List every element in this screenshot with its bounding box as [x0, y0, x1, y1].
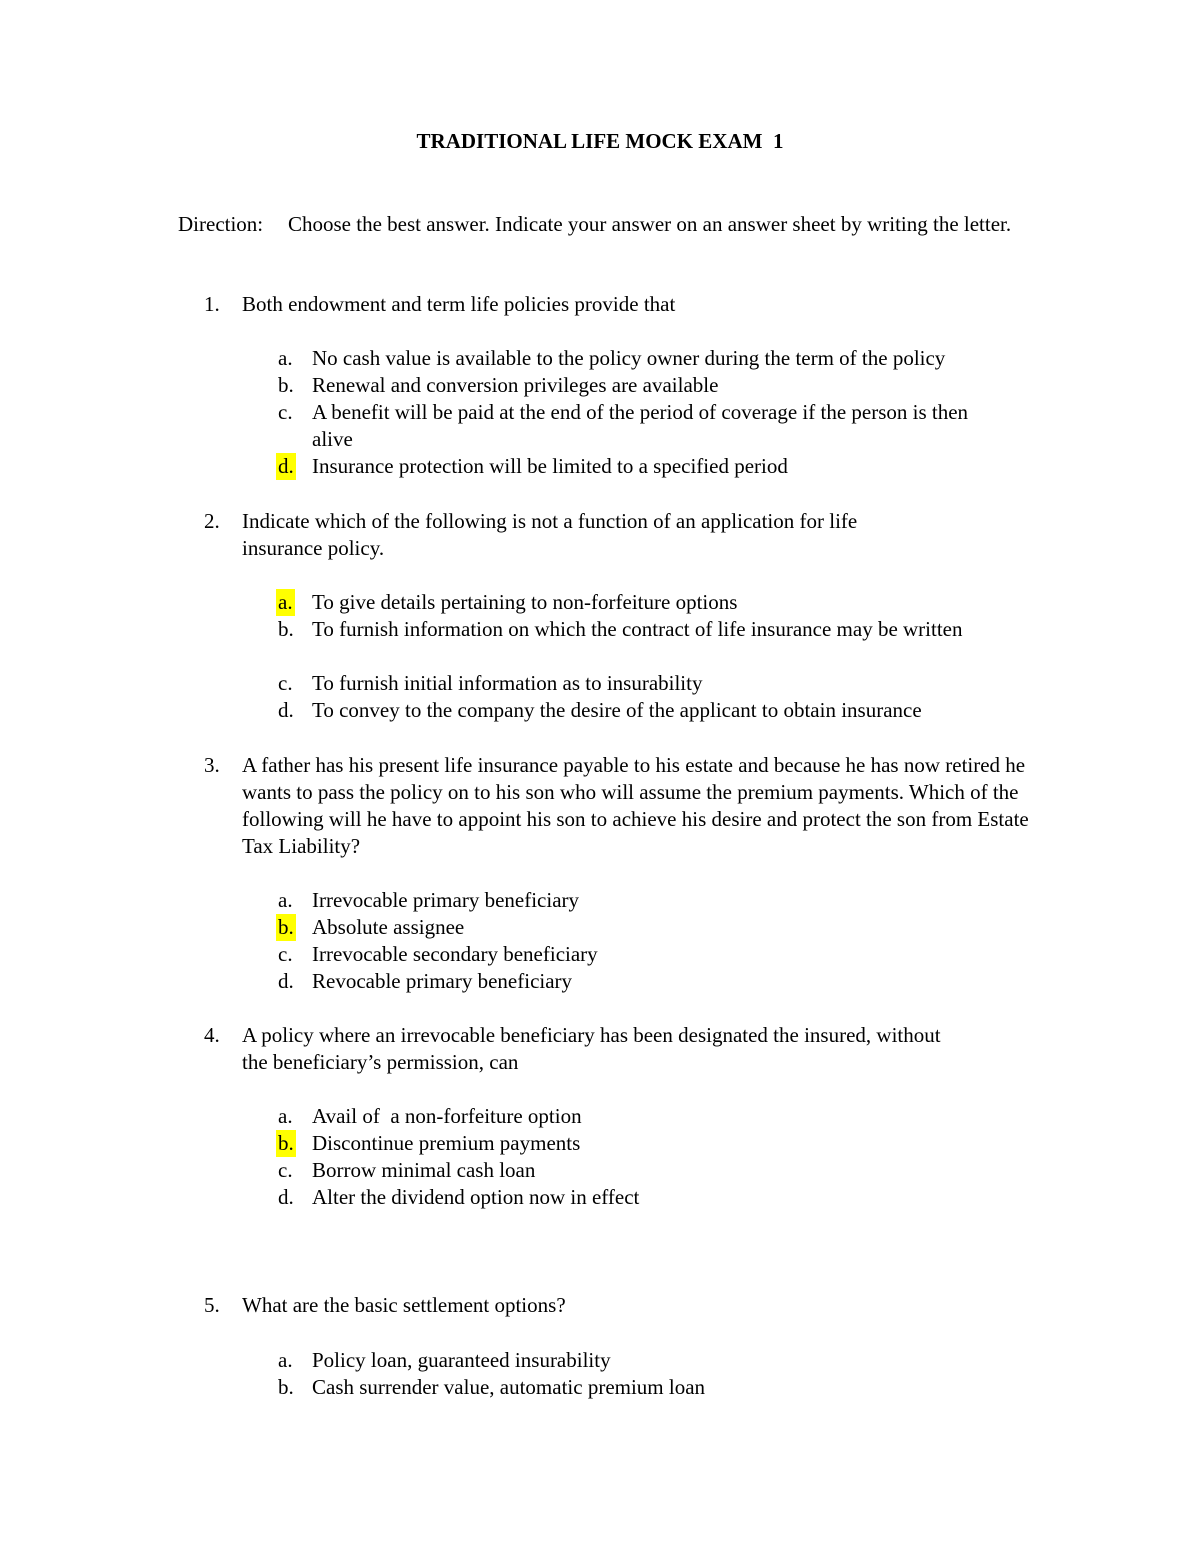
option-letter: d. [278, 969, 294, 993]
option-text: Irrevocable primary beneficiary [312, 888, 580, 912]
question-number: 1. [204, 292, 220, 316]
question-text: A father has his present life insurance payable to his estate and because he has now retired he wants to pass the policy on to his son who will assume the premium payments. Which of the following will he have to appoint his son to achieve his desire and protect the son from Estate Tax Liability? [242, 753, 1029, 858]
question-number: 4. [204, 1023, 220, 1047]
answer-highlight: a. [278, 590, 293, 614]
answer-highlight: b. [278, 1131, 294, 1155]
option-text: To give details pertaining to non-forfeiture options [312, 590, 738, 614]
direction-label: Direction: [178, 212, 264, 236]
option-letter: b. [278, 373, 294, 397]
question-number: 2. [204, 509, 220, 533]
option-text: To furnish information on which the contract of life insurance may be written [312, 617, 963, 641]
direction-text: Choose the best answer. Indicate your answer on an answer sheet by writing the letter. [288, 212, 1012, 236]
option-letter: b. [278, 617, 294, 641]
page-title: TRADITIONAL LIFE MOCK EXAM 1 [416, 129, 784, 153]
option-text: Policy loan, guaranteed insurability [312, 1348, 611, 1372]
option-letter: a. [278, 888, 293, 912]
option-text: Avail of a non-forfeiture option [312, 1104, 582, 1128]
question-text: Indicate which of the following is not a function of an application for life insurance policy. [242, 509, 858, 560]
option-letter: d. [278, 698, 294, 722]
option-text: Insurance protection will be limited to a specified period [312, 454, 788, 478]
option-letter: c. [278, 671, 293, 695]
option-text: A benefit will be paid at the end of the period of coverage if the person is then alive [312, 400, 969, 451]
option-text: Alter the dividend option now in effect [312, 1185, 640, 1209]
option-text: Irrevocable secondary beneficiary [312, 942, 598, 966]
option-text: To furnish initial information as to insurability [312, 671, 703, 695]
question-text: What are the basic settlement options? [242, 1293, 566, 1317]
option-letter: a. [278, 1348, 293, 1372]
answer-highlight: d. [278, 454, 294, 478]
option-letter: c. [278, 942, 293, 966]
question-text: Both endowment and term life policies provide that [242, 292, 676, 316]
question-text: A policy where an irrevocable beneficiary has been designated the insured, without the beneficiary’s permission, can [242, 1023, 941, 1074]
option-letter: a. [278, 346, 293, 370]
option-letter: d. [278, 1185, 294, 1209]
option-letter: b. [278, 1375, 294, 1399]
option-text: Absolute assignee [312, 915, 465, 939]
option-letter: c. [278, 1158, 293, 1182]
option-text: Renewal and conversion privileges are available [312, 373, 719, 397]
option-text: To convey to the company the desire of the applicant to obtain insurance [312, 698, 922, 722]
option-text: No cash value is available to the policy owner during the term of the policy [312, 346, 946, 370]
answer-highlight: b. [278, 915, 294, 939]
option-text: Borrow minimal cash loan [312, 1158, 536, 1182]
option-letter: a. [278, 1104, 293, 1128]
question-number: 5. [204, 1293, 220, 1317]
option-letter: c. [278, 400, 293, 424]
option-text: Discontinue premium payments [312, 1131, 581, 1155]
question-number: 3. [204, 753, 220, 777]
option-text: Revocable primary beneficiary [312, 969, 573, 993]
option-text: Cash surrender value, automatic premium loan [312, 1375, 706, 1399]
